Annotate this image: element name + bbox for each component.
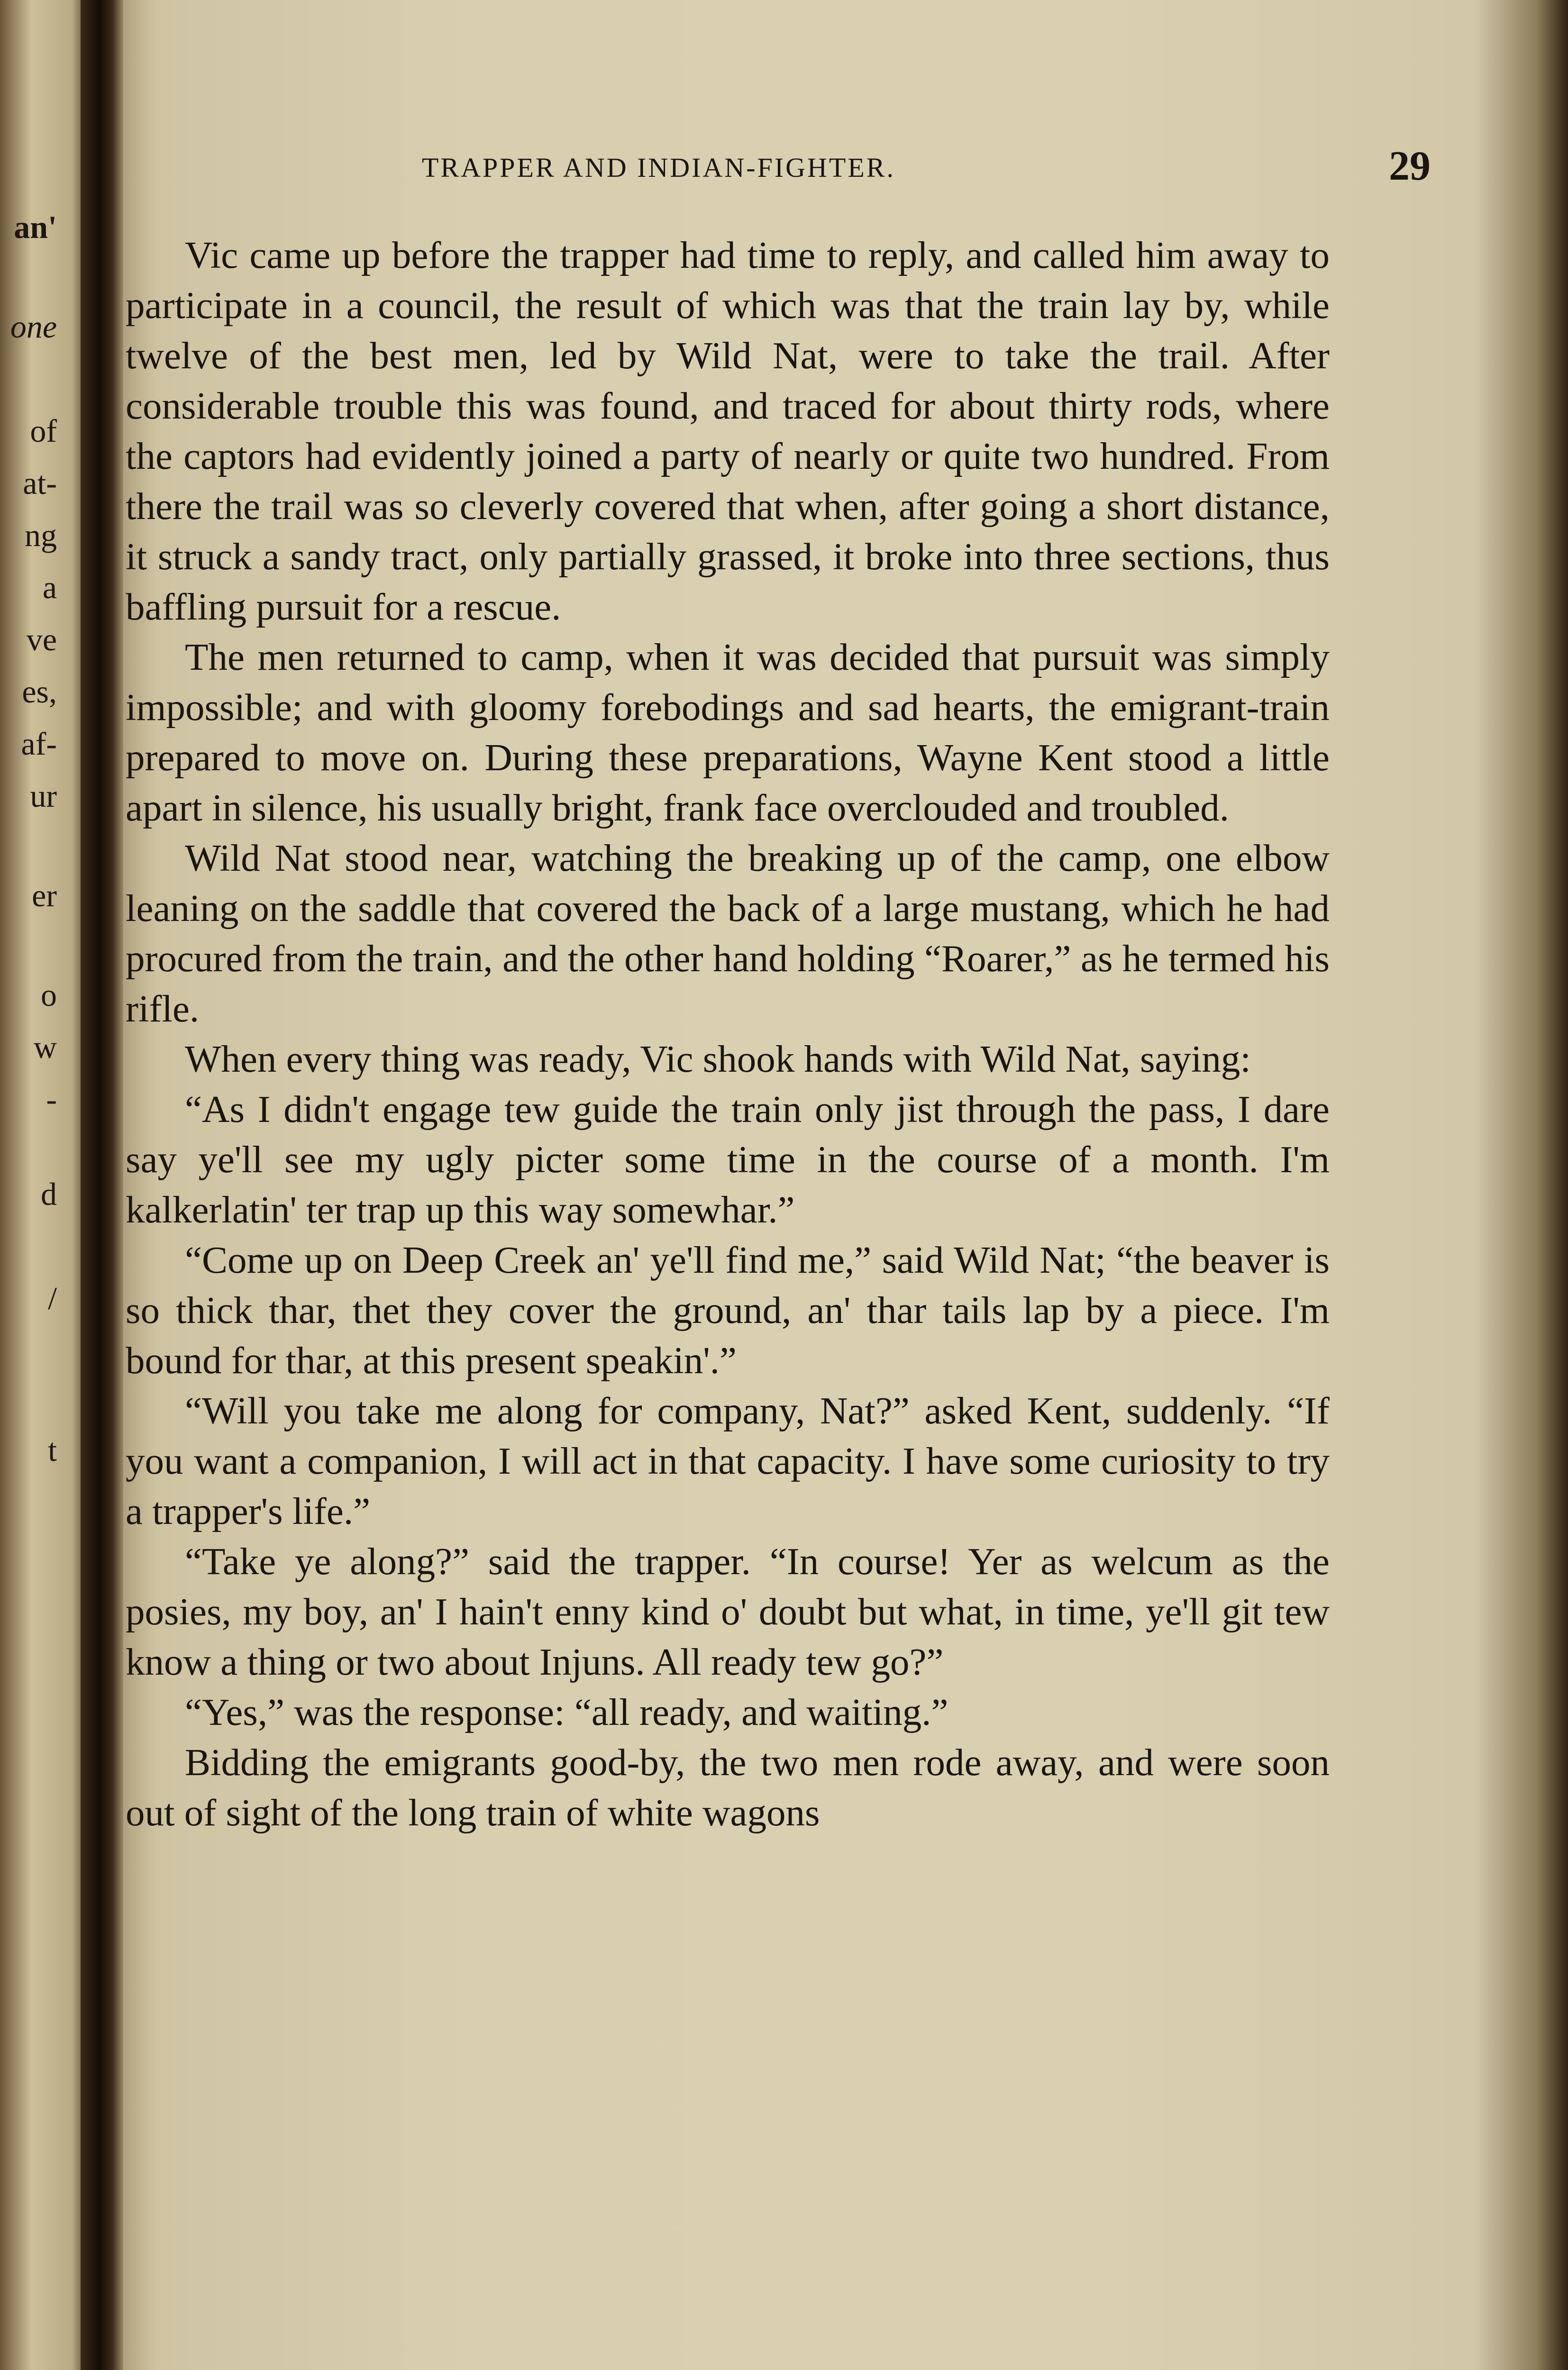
fragment: / xyxy=(48,1280,57,1316)
fragment: a xyxy=(42,569,57,605)
paragraph: “Will you take me along for company, Nat?” asked Kent, suddenly. “If you want a companion, I will act in that capacity. I have some curiosity to try a trapper's life.” xyxy=(126,1389,1330,1532)
paragraph: “Come up on Deep Creek an' ye'll find me,” said Wild Nat; “the beaver is so thick thar, thet they cover the ground, an' thar tails lap by a piece. I'm bound for thar, at this present speakin'.” xyxy=(126,1239,1330,1382)
fragment: w xyxy=(33,1029,57,1065)
fragment: - xyxy=(46,1081,57,1117)
fragment: one xyxy=(10,309,57,345)
fragment: ng xyxy=(25,517,57,553)
fragment: of xyxy=(30,413,57,449)
fragment: at- xyxy=(23,465,57,501)
paragraph: When every thing was ready, Vic shook hands with Wild Nat, saying: xyxy=(185,1038,1251,1080)
fragment: es, xyxy=(22,674,57,710)
paragraph: The men returned to camp, when it was decided that pursuit was simply impossible; and with gloomy forebodings and sad hearts, the emigrant-train prepared to move on. During these preparations, Wayne Kent stood a little apart in silence, his usually bright, frank face overclouded and troubled. xyxy=(126,636,1330,829)
book-page xyxy=(114,0,1568,2370)
running-head: TRAPPER AND INDIAN-FIGHTER. xyxy=(422,152,895,183)
paragraph: “Yes,” was the response: “all ready, and waiting.” xyxy=(185,1691,948,1733)
fragment: af- xyxy=(21,726,57,762)
paragraph: “As I didn't engage tew guide the train only jist through the pass, I dare say ye'll see my ugly picter some time in the course of a month. I'm kalkerlatin' ter trap up this way somewhar.” xyxy=(126,1088,1330,1231)
paragraph: Wild Nat stood near, watching the breaking up of the camp, one elbow leaning on the saddle that covered the back of a large mustang, which he had procured from the train, and the other hand holding “Roarer,” as he termed his rifle. xyxy=(126,837,1330,1030)
page-number: 29 xyxy=(1389,143,1431,189)
body-text xyxy=(126,230,1330,1838)
paragraph: Vic came up before the trapper had time to reply, and called him away to participate in a council, the result of which was that the train lay by, while twelve of the best men, led by Wild Nat, were to take the trail. After considerable trouble this was found, and traced for about thirty rods, where the captors had evidently joined a party of nearly or quite two hundred. From there the trail was so cleverly covered that when, after going a short distance, it struck a sandy tract, only partially grassed, it broke into three sections, thus baffling pursuit for a rescue. xyxy=(126,234,1330,628)
fragment: ve xyxy=(26,621,57,657)
paragraph: “Take ye along?” said the trapper. “In course! Yer as welcum as the posies, my boy, an' I hain't enny kind o' doubt but what, in time, ye'll git tew know a thing or two about Injuns. All ready tew go?” xyxy=(126,1540,1330,1683)
fragment: t xyxy=(48,1432,57,1468)
fragment: ur xyxy=(30,778,57,814)
fragment: er xyxy=(32,877,57,913)
fragment: o xyxy=(41,977,57,1013)
fragment: d xyxy=(41,1176,57,1212)
fragment: an' xyxy=(14,209,57,245)
paragraph: Bidding the emigrants good-by, the two men rode away, and were soon out of sight of the long train of white wagons xyxy=(126,1741,1330,1834)
